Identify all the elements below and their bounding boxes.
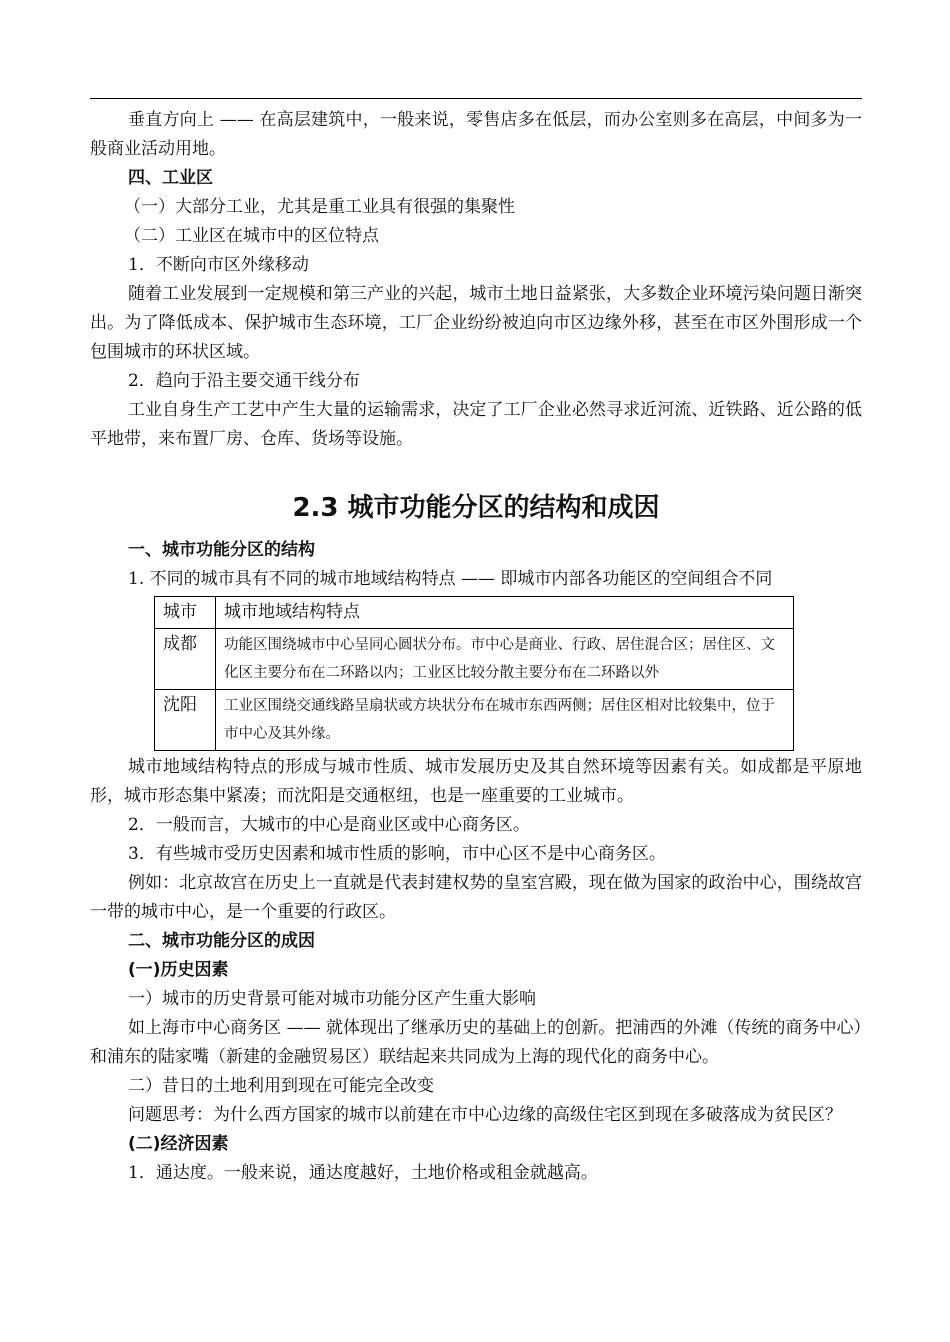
header-feature: 城市地域结构特点 (216, 597, 794, 629)
city-name: 沈阳 (155, 690, 216, 751)
paragraph: 随着工业发展到一定规模和第三产业的兴起，城市土地日益紧张，大多数企业环境污染问题日渐突出。为了降低成本、保护城市生态环境，工厂企业纷纷被迫向市区边缘外移，甚至在市区外围形成一个包围城市的环状区域。 (90, 284, 862, 362)
paragraph: 如上海市中心商务区 —— 就体现出了继承历史的基础上的创新。把浦西的外滩（传统的商务中心）和浦东的陆家嘴（新建的金融贸易区）联结起来共同成为上海的现代化的商务中心。 (90, 1018, 862, 1067)
subsection-heading: (一)历史因素 (128, 960, 229, 980)
paragraph: 工业自身生产工艺中产生大量的运输需求，决定了工厂企业必然寻求近河流、近铁路、近公路的低平地带，来布置厂房、仓库、货场等设施。 (90, 400, 862, 449)
subsection-heading: (二)经济因素 (128, 1134, 229, 1154)
section-heading: 一、城市功能分区的结构 (128, 540, 315, 560)
paragraph: 城市地域结构特点的形成与城市性质、城市发展历史及其自然环境等因素有关。如成都是平原地形，城市形态集中紧凑；而沈阳是交通枢纽，也是一座重要的工业城市。 (90, 757, 862, 806)
paragraph: （二）工业区在城市中的区位特点 (124, 226, 379, 246)
city-structure-table (154, 596, 794, 751)
paragraph: 一）城市的历史背景可能对城市功能分区产生重大影响 (128, 989, 536, 1009)
paragraph: 1. 不同的城市具有不同的城市地域结构特点 —— 即城市内部各功能区的空间组合不同 (128, 569, 773, 589)
chapter-title: 2.3 城市功能分区的结构和成因 (292, 493, 660, 523)
city-name: 成都 (155, 629, 216, 690)
document-body (90, 106, 862, 1188)
paragraph: 2．趋向于沿主要交通干线分布 (128, 371, 360, 391)
paragraph: （一）大部分工业，尤其是重工业具有很强的集聚性 (124, 197, 515, 217)
table-row (155, 629, 794, 690)
table-header-row (155, 597, 794, 629)
paragraph: 例如：北京故宫在历史上一直就是代表封建权势的皇室宫殿，现在做为国家的政治中心，围绕故宫一带的城市中心，是一个重要的行政区。 (90, 873, 862, 922)
city-description: 功能区围绕城市中心呈同心圆状分布。市中心是商业、行政、居住混合区；居住区、文化区主要分布在二环路以内；工业区比较分散主要分布在二环路以外 (216, 629, 794, 690)
paragraph: 垂直方向上 —— 在高层建筑中，一般来说，零售店多在低层，而办公室则多在高层，中间多为一般商业活动用地。 (90, 110, 862, 159)
paragraph: 1．通达度。一般来说，通达度越好，土地价格或租金就越高。 (128, 1163, 598, 1183)
header-rule (90, 98, 862, 99)
paragraph: 问题思考：为什么西方国家的城市以前建在市中心边缘的高级住宅区到现在多破落成为贫民区？ (128, 1105, 842, 1125)
city-description: 工业区围绕交通线路呈扇状或方块状分布在城市东西两侧；居住区相对比较集中，位于市中心及其外缘。 (216, 690, 794, 751)
paragraph: 二）昔日的土地利用到现在可能完全改变 (128, 1076, 434, 1096)
section-heading: 二、城市功能分区的成因 (128, 931, 315, 951)
paragraph: 1．不断向市区外缘移动 (128, 255, 309, 275)
paragraph: 3．有些城市受历史因素和城市性质的影响，市中心区不是中心商务区。 (128, 844, 666, 864)
section-heading: 四、工业区 (128, 168, 213, 188)
table-row (155, 690, 794, 751)
paragraph: 2．一般而言，大城市的中心是商业区或中心商务区。 (128, 815, 530, 835)
header-city: 城市 (155, 597, 216, 629)
